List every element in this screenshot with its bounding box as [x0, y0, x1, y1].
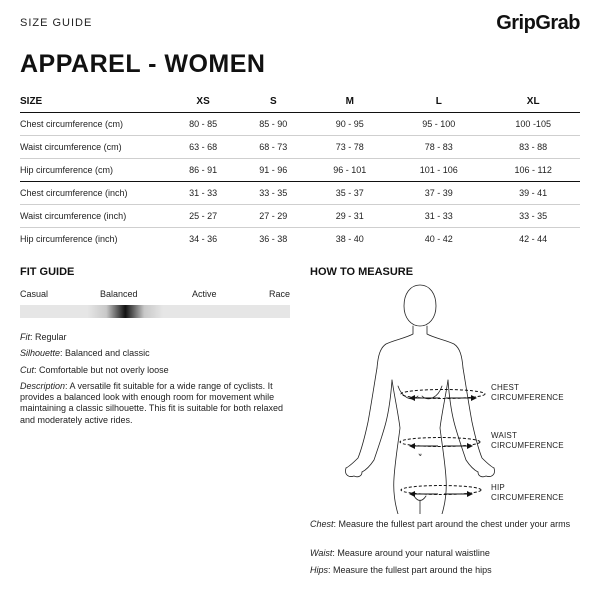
table-row — [20, 158, 580, 181]
chest-label-line1: CHEST — [491, 383, 520, 392]
fit-description-label: Description — [20, 381, 66, 391]
table-cell: 100 -105 — [486, 112, 580, 135]
hip-label-line1: HIP — [491, 483, 505, 492]
table-cell: 106 - 112 — [486, 158, 580, 181]
table-cell: 86 - 91 — [168, 158, 238, 181]
chest-note-text: : Measure the fullest part around the chest under your arms — [333, 519, 571, 529]
table-cell: 90 - 95 — [308, 112, 391, 135]
fit-scale-active: Active — [192, 289, 217, 299]
chest-measure-note — [310, 519, 590, 531]
table-row — [20, 204, 580, 227]
table-cell: 63 - 68 — [168, 135, 238, 158]
hips-note-label: Hips — [310, 565, 329, 575]
chest-circumference-label — [491, 383, 564, 403]
hips-note-text: : Measure the fullest part around the hips — [328, 565, 492, 575]
fit-silhouette — [20, 348, 150, 359]
waist-label-line1: WAIST — [491, 431, 518, 440]
table-row — [20, 227, 580, 250]
table-cell: 96 - 101 — [308, 158, 391, 181]
table-cell: 31 - 33 — [391, 204, 486, 227]
row-label: Hip circumference (cm) — [20, 158, 168, 181]
waist-note-label: Waist — [310, 548, 333, 558]
body-figure-illustration — [340, 282, 500, 514]
size-table-header-row — [20, 92, 580, 112]
waist-circumference-label — [491, 431, 564, 451]
table-cell: 33 - 35 — [238, 181, 308, 204]
table-cell: 36 - 38 — [259, 233, 288, 244]
row-label: Waist circumference (inch) — [20, 204, 168, 227]
row-label: Hip circumference (inch) — [20, 233, 118, 244]
fit-silhouette-label: Silhouette — [20, 348, 61, 358]
size-l-header: L — [391, 92, 486, 112]
fit-type — [20, 332, 67, 343]
table-cell: 29 - 31 — [308, 204, 391, 227]
fit-cut-value: : Comfortable but not overly loose — [34, 365, 169, 375]
table-cell: 25 - 27 — [168, 204, 238, 227]
table-cell: 31 - 33 — [168, 181, 238, 204]
fit-silhouette-value: : Balanced and classic — [60, 348, 150, 358]
fit-scale-bar — [20, 305, 290, 318]
table-cell: 34 - 36 — [189, 233, 218, 244]
table-cell: 42 - 44 — [519, 233, 548, 244]
table-cell: 68 - 73 — [238, 135, 308, 158]
row-label: Waist circumference (cm) — [20, 135, 168, 158]
table-cell: 101 - 106 — [391, 158, 486, 181]
hips-measure-note — [310, 565, 590, 577]
fit-cut — [20, 365, 169, 376]
size-s-header: S — [238, 92, 308, 112]
size-column-header: SIZE — [20, 92, 168, 112]
table-row — [20, 135, 580, 158]
table-cell: 85 - 90 — [238, 112, 308, 135]
fit-description — [20, 381, 295, 426]
table-cell: 38 - 40 — [335, 233, 364, 244]
fit-cut-label: Cut — [20, 365, 35, 375]
waist-note-text: : Measure around your natural waistline — [332, 548, 490, 558]
table-cell: 37 - 39 — [391, 181, 486, 204]
how-to-measure-heading: HOW TO MEASURE — [310, 266, 414, 278]
size-xs-header: XS — [168, 92, 238, 112]
row-label: Chest circumference (cm) — [20, 112, 168, 135]
table-cell: 35 - 37 — [308, 181, 391, 204]
size-table — [20, 92, 580, 250]
fit-type-label: Fit — [20, 332, 30, 342]
fit-scale-balanced: Balanced — [100, 289, 138, 299]
table-cell: 73 - 78 — [308, 135, 391, 158]
table-cell: 40 - 42 — [424, 233, 453, 244]
row-label: Chest circumference (inch) — [20, 181, 168, 204]
table-cell: 78 - 83 — [391, 135, 486, 158]
fit-scale-casual: Casual — [20, 289, 49, 299]
fit-scale-labels — [20, 289, 290, 301]
table-cell: 33 - 35 — [486, 204, 580, 227]
table-cell: 39 - 41 — [486, 181, 580, 204]
table-row — [20, 181, 580, 204]
chest-note-label: Chest — [310, 519, 334, 529]
table-cell: 83 - 88 — [486, 135, 580, 158]
waist-label-line2: CIRCUMFERENCE — [491, 441, 564, 450]
fit-guide-heading: FIT GUIDE — [20, 266, 75, 278]
hip-label-line2: CIRCUMFERENCE — [491, 493, 564, 502]
chest-label-line2: CIRCUMFERENCE — [491, 393, 564, 402]
fit-description-value: : A versatile fit suitable for a wide range of cyclists. It provides a balanced look with enough room for movement while maintaining a classic silhouette. This fit is suitable for both relaxed and moderately active rides. — [20, 381, 283, 425]
table-cell: 80 - 85 — [168, 112, 238, 135]
size-m-header: M — [308, 92, 391, 112]
size-guide-label: SIZE GUIDE — [20, 17, 93, 29]
table-cell: 95 - 100 — [391, 112, 486, 135]
fit-type-value: : Regular — [30, 332, 67, 342]
table-cell: 27 - 29 — [238, 204, 308, 227]
waist-measure-note — [310, 548, 590, 560]
brand-logo: GripGrab — [496, 12, 580, 34]
size-xl-header: XL — [486, 92, 580, 112]
table-row — [20, 112, 580, 135]
hip-circumference-label — [491, 483, 564, 503]
table-cell: 91 - 96 — [238, 158, 308, 181]
page-title: APPAREL - WOMEN — [20, 50, 266, 78]
fit-scale-race: Race — [268, 289, 290, 299]
